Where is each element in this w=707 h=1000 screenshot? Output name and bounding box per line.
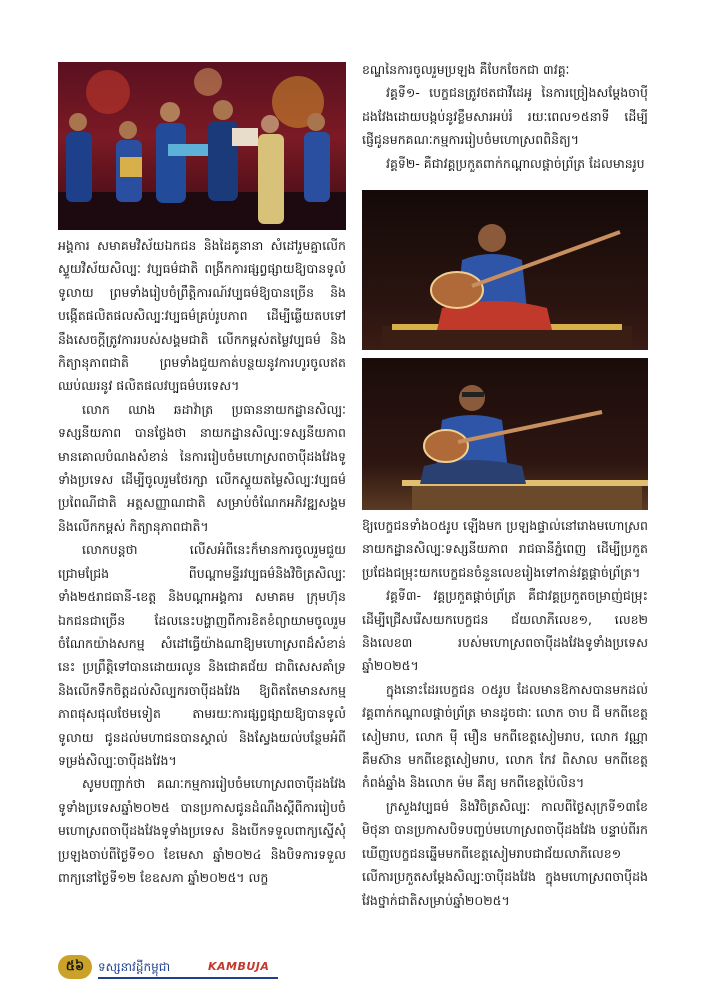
paragraph: លោកបន្តថា លើសអំពីនេះក៏មានការចូលរួមជួយជ្រោមជ្រែង ពីបណ្តាមន្ទីរវប្បធម៌និងវិចិត្រសិល្បៈ ទាំង២៥រាជធានី-ខេត្ត និងបណ្តាអង្គការ សមាគម ក្រុមហ៊ុនឯកជនជាច្រើន ដែលនេះបង្ហាញពីការខិតខំព្យាយាមចូលរួមចំណែកយ៉ាងសកម្ម សំដៅធ្វើយ៉ាងណាឱ្យមហោស្រពដ៏សំខាន់នេះ ប្រព្រឹត្តិទៅបានដោយរលូន និងជោគជ័យ ជាពិសេសគាំទ្រ និងលើកទឹកចិត្តដល់សិល្បករចាប៉ីដងវែង ឱ្យពិតតែមានសកម្មភាពផុសផុលថែមទៀត តាមរយៈការផ្សព្វផ្សាយឱ្យបានទូលំទូលាយ ជូនដល់មហាជនបានស្គាល់ និងស្វែងយល់បន្ថែមអំពីទម្រង់សិល្បៈចាប៉ីដងវែង។: [58, 542, 346, 768]
paragraph: ឱ្យបេក្ខជនទាំង០៥រូប ឡើងមក ប្រឡងផ្ទាល់នៅរោងមហោស្រពនាយកដ្ឋានសិល្បៈទស្សនីយភាព រាជធានីភ្នំពេញ ដើម្បីប្រកួតប្រជែងជម្រុះយកបេក្ខជនចំនួនលេខរៀងទៅកាន់វគ្គផ្តាច់ព្រ័ត្រ។: [362, 518, 648, 580]
paragraph: ខណ្ឌនៃការចូលរួមប្រឡង គឺបែកចែកជា ៣វគ្គៈ: [362, 62, 570, 77]
right-article-column-bottom: [362, 514, 648, 912]
left-article-column: [58, 234, 346, 889]
paragraph: លោក ឈាង ឆដាវ៉ាត្រ ប្រធាននាយកដ្ឋានសិល្បៈទស្សនីយភាព បានថ្លែងថា នាយកដ្ឋានសិល្បៈទស្សនីយភាព មានគោលបំណងសំខាន់ នៃការរៀបចំមហោស្រពចាប៉ីដងវែងទូទាំងប្រទេស ដើម្បីចូលរួមថែរក្សា លើកស្ទួយតម្លៃសិល្បៈវប្បធម៌ប្រពៃណីជាតិ អត្តសញ្ញាណជាតិ សម្រាប់ចំណែកអភិវឌ្ឍសង្គម និងលើកកម្ពស់ កិត្យានុភាពជាតិ។: [58, 401, 346, 534]
performer-photo-2: [362, 358, 648, 510]
performer-photo-1: [362, 190, 648, 350]
page-number: ៥៦: [58, 955, 92, 979]
paragraph: វគ្គទី២- គឺជាវគ្គប្រកួតពាក់កណ្តាលផ្តាច់ព្រ័ត្រ ដែលមានរូប: [386, 155, 645, 171]
paragraph: វគ្គទី១- បេក្ខជនត្រូវថតជាវីដេអូ នៃការច្រៀងសម្តែងចាប៉ីដងវែងដោយបង្កប់នូវខ្លឹមសារអប់រំ រយៈពេល១៥នាទី ដើម្បីផ្ញើជូនមកគណៈកម្មការរៀបចំមហោស្រពពិនិត្យ។: [362, 85, 648, 148]
paragraph: សូមបញ្ជាក់ថា គណៈកម្មការរៀបចំមហោស្រពចាប៉ីដងវែងទូទាំងប្រទេសឆ្នាំ២០២៥ បានប្រកាសជូនដំណឹងស្តីពីការរៀបចំមហោស្រពចាប៉ីដងវែងទូទាំងប្រទេស និងបើកទទួលពាក្យស្នើសុំប្រឡងចាប់ពីថ្ងៃទី១០ ខែមេសា ឆ្នាំ២០២៤ និងបិទការទទួលពាក្យនៅថ្ងៃទី១២ ខែឧសភា ឆ្នាំ២០២៥។ លក្ខ: [58, 776, 346, 885]
award-ceremony-photo: [58, 62, 346, 230]
magazine-brand: KAMBUJA: [208, 960, 270, 973]
paragraph: អង្គការ សមាគមវិស័យឯកជន និងដៃគូនានា សំដៅរួមគ្នាលើកស្ទួយវិស័យសិល្បៈ វប្បធម៌ជាតិ ពង្រីកការផ្សព្វផ្សាយឱ្យបានទូលំទូលាយ ព្រមទាំងរៀបចំព្រឹត្តិការណ៍វប្បធម៌ឱ្យបានច្រើន និង បង្កើតផលិតផលសិល្បៈវប្បធម៌គ្រប់រូបភាព ដើម្បីឆ្លើយតបទៅនឹងសេចក្តីត្រូវការរបស់សង្គមជាតិ លើកកម្ពស់តម្លៃវប្បធម៌ និងកិត្យានុភាពជាតិ ព្រមទាំងជួយកាត់បន្ថយនូវការហូរចូលឥតឈប់ឈរនូវ ផលិតផលវប្បធម៌បរទេស។: [58, 238, 346, 394]
right-article-column-top: [362, 58, 648, 175]
paragraph: ក្នុងនោះដែរបេក្ខជន ០៥រូប ដែលមានឱកាសបានមកដល់វគ្គពាក់កណ្តាលផ្តាច់ព្រ័ត្រ មានដូចជាៈ លោក ចាប ជី មកពីខេត្តសៀមរាប, លោក ម៉ី មឿន មកពីខេត្តសៀមរាប, លោក វណ្ណា គឹមស៊ាន មកពីខេត្តសៀមរាប, លោក កែវ ពិសាល មកពីខេត្តកំពង់ឆ្នាំង និងលោក ម៉ម គឹត្យ មកពីខេត្តប៉ៃលិន។: [362, 681, 648, 791]
paragraph: វគ្គទី៣- វគ្គប្រកួតផ្តាច់ព្រ័ត្រ គឺជាវគ្គប្រកួតចម្រាញ់ជម្រុះដើម្បីជ្រើសរើសយកបេក្ខជន ជ័យលាភីលេខ១, លេខ២ និងលេខ៣ របស់មហោស្រពចាប៉ីដងវែងទូទាំងប្រទេសឆ្នាំ២០២៥។: [362, 588, 648, 674]
page-footer: [58, 955, 278, 985]
paragraph: ក្រសួងវប្បធម៌ និងវិចិត្រសិល្បៈ កាលពីថ្ងៃសុក្រទី១៣ខែមិថុនា បានប្រកាសបិទបញ្ចប់មហោស្រពចាប៉ីដងវែង បន្ទាប់ពីរកឃើញបេក្ខជនឆ្នើមមកពីខេត្តសៀមរាបជាជ័យលាភីលេខ១ លើការប្រកួតសម្តែងសិល្បៈចាប៉ីដងវែង ក្នុងមហោស្រពចាប៉ីដងវែងថ្នាក់ជាតិសម្រាប់ឆ្នាំ២០២៥។: [362, 798, 648, 908]
magazine-title: ទស្សនាវដ្តីកម្ពុជា: [98, 960, 171, 974]
footer-divider: [98, 977, 278, 979]
